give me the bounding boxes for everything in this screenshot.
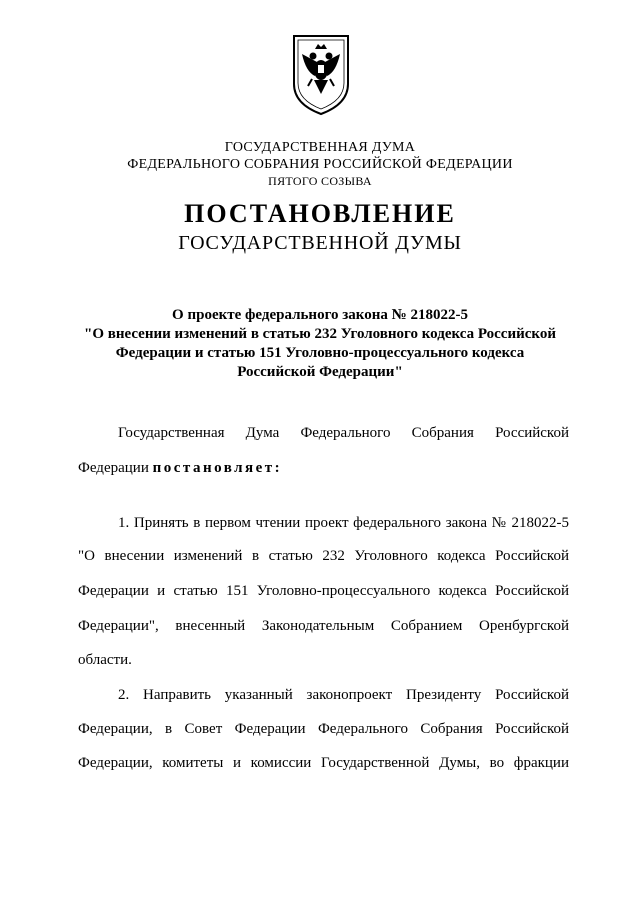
preamble-line2-prefix: Федерации — [78, 460, 153, 476]
item2-line1: 2. Направить указанный законопроект Президенту Российской — [118, 687, 569, 703]
item1-line5: области. — [78, 652, 132, 668]
item1-line4: Федерации", внесенный Законодательным Собранием Оренбургской — [78, 618, 569, 634]
item1-line3: Федерации и статью 151 Уголовно-процессуального кодекса Российской — [78, 583, 569, 599]
russian-coat-of-arms-icon — [290, 32, 352, 116]
item2-line2: Федерации, в Совет Федерации Федерального Собрания Российской — [78, 721, 569, 737]
org-name-line2: ФЕДЕРАЛЬНОГО СОБРАНИЯ РОССИЙСКОЙ ФЕДЕРАЦИИ — [127, 157, 513, 172]
subject-line4: Российской Федерации" — [237, 364, 403, 380]
resolves-word: постановляет: — [152, 460, 283, 476]
document-type-title: ПОСТАНОВЛЕНИЕ — [184, 199, 456, 228]
preamble-line1: Государственная Дума Федерального Собрания Российской — [118, 425, 569, 441]
document-issuer: ГОСУДАРСТВЕННОЙ ДУМЫ — [178, 232, 462, 254]
subject-line2: "О внесении изменений в статью 232 Уголовного кодекса Российской — [84, 326, 556, 342]
subject-line1: О проекте федерального закона № 218022-5 — [172, 307, 468, 323]
subject-line3: Федерации и статью 151 Уголовно-процессуального кодекса — [115, 345, 525, 361]
item1-line2: "О внесении изменений в статью 232 Уголовного кодекса Российской — [78, 548, 569, 564]
preamble-line2 — [78, 459, 569, 477]
item1-line1: 1. Принять в первом чтении проект федерального закона № 218022-5 — [118, 515, 569, 531]
item2-line3: Федерации, комитеты и комиссии Государственной Думы, во фракции — [78, 755, 569, 771]
convocation: ПЯТОГО СОЗЫВА — [268, 174, 372, 188]
org-name-line1: ГОСУДАРСТВЕННАЯ ДУМА — [224, 140, 416, 155]
